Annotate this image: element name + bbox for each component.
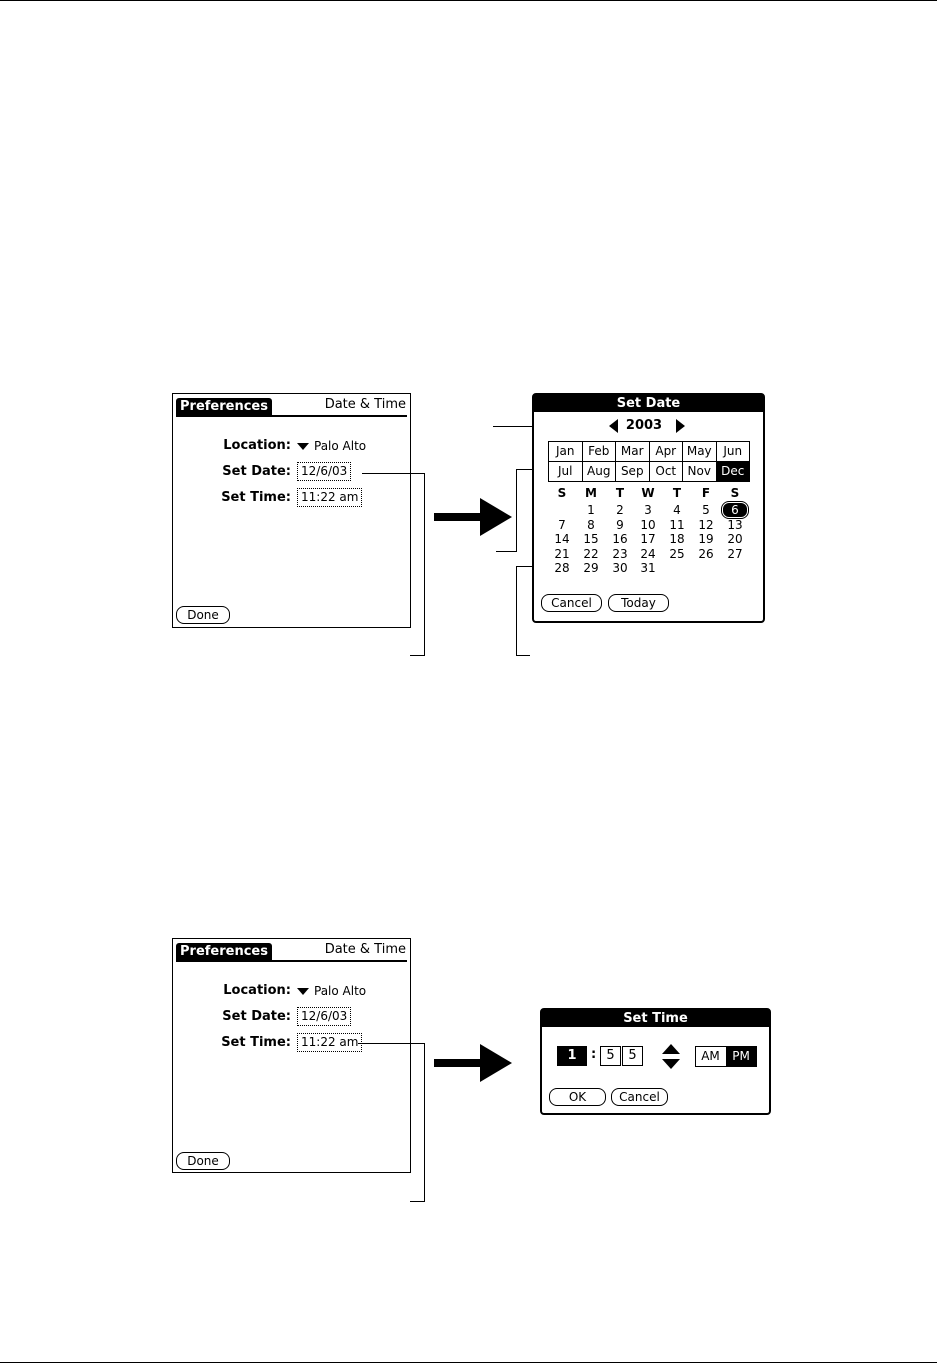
day-cell[interactable]: 14: [554, 532, 570, 546]
year-label: 2003: [625, 418, 663, 433]
am-pm-toggle: [695, 1046, 757, 1067]
day-cell[interactable]: 27: [727, 546, 743, 561]
day-cell[interactable]: 4: [673, 503, 681, 517]
location-label: Location:: [223, 438, 291, 453]
callout-line: [410, 655, 425, 656]
day-cell[interactable]: 10: [640, 517, 656, 532]
day-cell[interactable]: 8: [587, 517, 595, 532]
weekday-label: F: [701, 486, 711, 500]
month-dec[interactable]: Dec: [716, 461, 751, 482]
weekday-label: W: [641, 486, 655, 500]
weekday-label: T: [672, 486, 682, 500]
location-picker[interactable]: [297, 439, 366, 453]
month-aug[interactable]: Aug: [582, 461, 617, 482]
set-time-field[interactable]: 11:22 am: [297, 488, 362, 507]
set-time-label: Set Time:: [221, 1035, 291, 1050]
day-cell[interactable]: 5: [702, 503, 710, 517]
weekday-label: M: [585, 486, 597, 500]
weekday-label: S: [557, 486, 567, 500]
day-cell[interactable]: 18: [669, 532, 685, 546]
panel-title: Date & Time: [324, 397, 406, 412]
month-nov[interactable]: Nov: [682, 461, 717, 482]
set-time-label: Set Time:: [221, 490, 291, 505]
preferences-tab[interactable]: Preferences: [176, 398, 272, 416]
month-jun[interactable]: Jun: [716, 441, 751, 462]
weekday-label: S: [730, 486, 740, 500]
callout-line: [362, 473, 425, 474]
callout-line: [516, 469, 517, 551]
day-cell[interactable]: 31: [640, 561, 656, 575]
panel-title: Date & Time: [324, 942, 406, 957]
month-sep[interactable]: Sep: [615, 461, 650, 482]
preferences-screen-1: [172, 393, 411, 628]
preferences-screen-2: [172, 938, 411, 1173]
location-value: Palo Alto: [314, 984, 367, 998]
set-date-label: Set Date:: [222, 1009, 291, 1024]
day-cell[interactable]: 23: [612, 546, 628, 561]
callout-line: [516, 566, 517, 655]
day-cell[interactable]: 17: [640, 532, 656, 546]
callout-line: [496, 551, 517, 552]
day-cell[interactable]: 12: [698, 517, 714, 532]
location-value: Palo Alto: [314, 439, 367, 453]
day-cell[interactable]: 30: [612, 561, 628, 575]
month-feb[interactable]: Feb: [582, 441, 617, 462]
cancel-button[interactable]: Cancel: [611, 1088, 668, 1106]
day-cell[interactable]: 21: [554, 546, 570, 561]
month-oct[interactable]: Oct: [649, 461, 684, 482]
done-button[interactable]: Done: [176, 606, 230, 624]
day-cell[interactable]: 20: [727, 532, 743, 546]
month-jul[interactable]: Jul: [548, 461, 583, 482]
set-date-field[interactable]: 12/6/03: [297, 1007, 351, 1026]
day-cell[interactable]: 15: [583, 532, 599, 546]
day-cell[interactable]: 28: [554, 561, 570, 575]
minute-ones-field[interactable]: 5: [622, 1046, 643, 1066]
day-cell[interactable]: 3: [644, 503, 652, 517]
day-cell[interactable]: 2: [616, 503, 624, 517]
day-cell[interactable]: 1: [587, 503, 595, 517]
location-picker[interactable]: [297, 984, 366, 998]
selected-day[interactable]: 6: [723, 503, 747, 517]
next-year-icon[interactable]: [676, 419, 686, 433]
day-cell[interactable]: 16: [612, 532, 628, 546]
day-cell[interactable]: 29: [583, 561, 599, 575]
bottom-rule: [0, 1362, 937, 1363]
today-button[interactable]: Today: [608, 594, 669, 612]
done-button[interactable]: Done: [176, 1152, 230, 1170]
day-cell[interactable]: 22: [583, 546, 599, 561]
callout-line: [358, 1043, 425, 1044]
right-arrow-icon: [434, 498, 514, 536]
location-label: Location:: [223, 983, 291, 998]
month-mar[interactable]: Mar: [615, 441, 650, 462]
cancel-button[interactable]: Cancel: [541, 594, 602, 612]
month-apr[interactable]: Apr: [649, 441, 684, 462]
day-cell[interactable]: 26: [698, 546, 714, 561]
weekday-label: T: [615, 486, 625, 500]
am-button[interactable]: AM: [701, 1049, 720, 1063]
callout-line: [516, 655, 530, 656]
previous-year-icon[interactable]: [609, 419, 619, 433]
title-underline: [176, 960, 407, 962]
callout-line: [424, 473, 425, 655]
time-separator: :: [591, 1047, 597, 1062]
title-underline: [176, 415, 407, 417]
set-time-field[interactable]: 11:22 am: [297, 1033, 362, 1052]
day-cell[interactable]: 7: [558, 517, 566, 532]
top-rule: [0, 0, 937, 1]
day-cell[interactable]: 13: [727, 517, 743, 532]
day-cell[interactable]: 11: [669, 517, 685, 532]
set-time-dialog: [540, 1008, 771, 1115]
chevron-down-icon: [297, 443, 309, 450]
hour-field[interactable]: 1: [557, 1046, 587, 1066]
day-cell[interactable]: 9: [616, 517, 624, 532]
set-date-dialog: [532, 393, 765, 623]
month-jan[interactable]: Jan: [548, 441, 583, 462]
set-date-label: Set Date:: [222, 464, 291, 479]
minute-tens-field[interactable]: 5: [600, 1046, 621, 1066]
set-date-field[interactable]: 12/6/03: [297, 462, 351, 481]
chevron-down-icon: [297, 988, 309, 995]
callout-line: [410, 1201, 425, 1202]
time-stepper-icon[interactable]: [662, 1044, 680, 1070]
right-arrow-icon: [434, 1044, 514, 1082]
callout-line: [424, 1043, 425, 1201]
pm-button[interactable]: PM: [726, 1047, 756, 1066]
preferences-tab[interactable]: Preferences: [176, 943, 272, 961]
day-cell[interactable]: 19: [698, 532, 714, 546]
day-cell[interactable]: 24: [640, 546, 656, 561]
dialog-title: Set Time: [542, 1010, 769, 1027]
dialog-title: Set Date: [534, 395, 763, 412]
day-cell[interactable]: 25: [669, 546, 685, 561]
month-may[interactable]: May: [682, 441, 717, 462]
ok-button[interactable]: OK: [549, 1088, 606, 1106]
